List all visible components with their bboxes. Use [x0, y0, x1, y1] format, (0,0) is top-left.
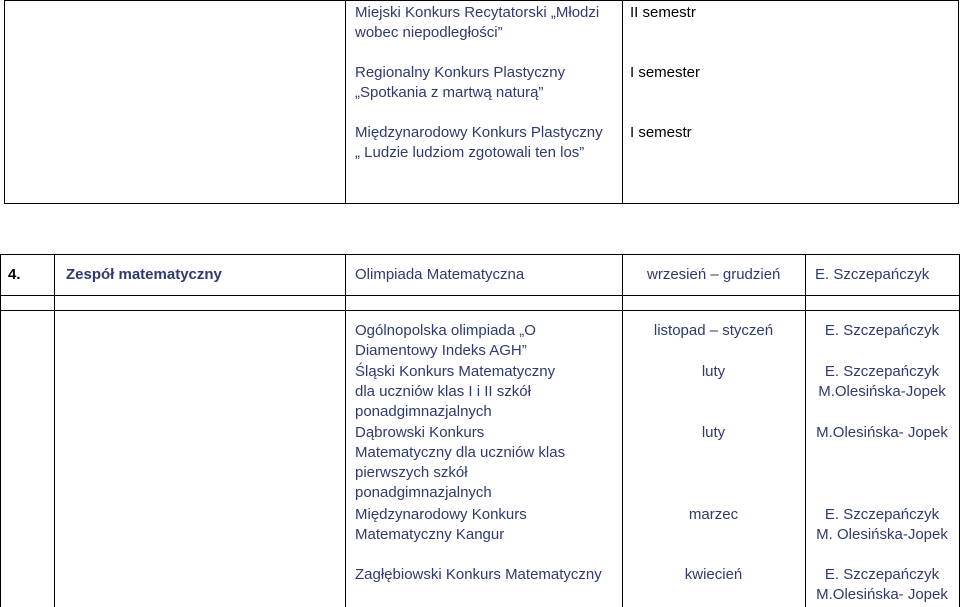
grid-line: [4, 0, 5, 204]
competition-name-line: Międzynarodowy Konkurs: [355, 506, 527, 523]
teacher-name: M.Olesińska- Jopek: [816, 424, 948, 441]
teacher-name: E. Szczepańczyk: [824, 506, 940, 523]
teacher-name: M. Olesińska-Jopek: [816, 526, 948, 543]
section-number: 4.: [8, 266, 21, 283]
competition-name-line: Matematyczny dla uczniów klas: [355, 444, 566, 461]
competition-name-line: wobec niepodległości”: [355, 24, 503, 41]
grid-line: [622, 0, 623, 204]
team-name: Zespół matematyczny: [66, 266, 222, 283]
competition-date: I semestr: [630, 124, 692, 141]
teacher-name: M.Olesińska-Jopek: [818, 383, 946, 400]
competition-name-line: Ogólnopolska olimpiada „O: [355, 322, 536, 339]
grid-line: [0, 254, 1, 607]
grid-line: [0, 295, 960, 296]
competition-name-line: „Spotkania z martwą naturą”: [355, 84, 544, 101]
competition-date: II semestr: [630, 4, 696, 21]
teacher-name: E. Szczepańczyk: [824, 363, 940, 380]
competition-name-line: pierwszych szkół: [355, 464, 468, 481]
competition-name-line: Matematyczny Kangur: [355, 526, 505, 543]
competition-date: I semester: [630, 64, 701, 81]
competition-date: luty: [701, 424, 726, 441]
competition-name: Olimpiada Matematyczna: [355, 266, 525, 283]
grid-line: [0, 254, 960, 255]
grid-line: [345, 0, 346, 204]
grid-line: [345, 254, 346, 607]
grid-line: [4, 0, 959, 1]
competition-name-line: dla uczniów klas I i II szkół: [355, 383, 531, 400]
competition-date: kwiecień: [684, 566, 743, 583]
competition-name-line: Miejski Konkurs Recytatorski „Młodzi: [355, 4, 600, 21]
competition-name-line: „ Ludzie ludziom zgotowali ten los”: [355, 144, 585, 161]
competition-name-line: Śląski Konkurs Matematyczny: [355, 363, 556, 380]
grid-line: [0, 310, 960, 311]
grid-line: [4, 203, 959, 204]
teacher-name: E. Szczepańczyk: [824, 322, 940, 339]
competition-name-line: Zagłębiowski Konkurs Matematyczny: [355, 566, 602, 583]
teacher-name: E. Szczepańczyk: [824, 566, 940, 583]
grid-line: [54, 254, 55, 607]
competition-name-line: Diamentowy Indeks AGH”: [355, 342, 527, 359]
competition-name-line: Dąbrowski Konkurs: [355, 424, 485, 441]
competition-date: marzec: [688, 506, 739, 523]
grid-line: [958, 0, 959, 204]
teacher-name: M.Olesińska- Jopek: [816, 586, 948, 603]
competition-name-line: Regionalny Konkurs Plastyczny: [355, 64, 566, 81]
teacher-name: E. Szczepańczyk: [815, 266, 930, 283]
competition-date: luty: [701, 363, 726, 380]
competition-date: wrzesień – grudzień: [647, 266, 781, 283]
competition-date: listopad – styczeń: [653, 322, 774, 339]
competition-name-line: Międzynarodowy Konkurs Plastyczny: [355, 124, 603, 141]
competition-name-line: ponadgimnazjalnych: [355, 484, 492, 501]
competition-name-line: ponadgimnazjalnych: [355, 403, 492, 420]
